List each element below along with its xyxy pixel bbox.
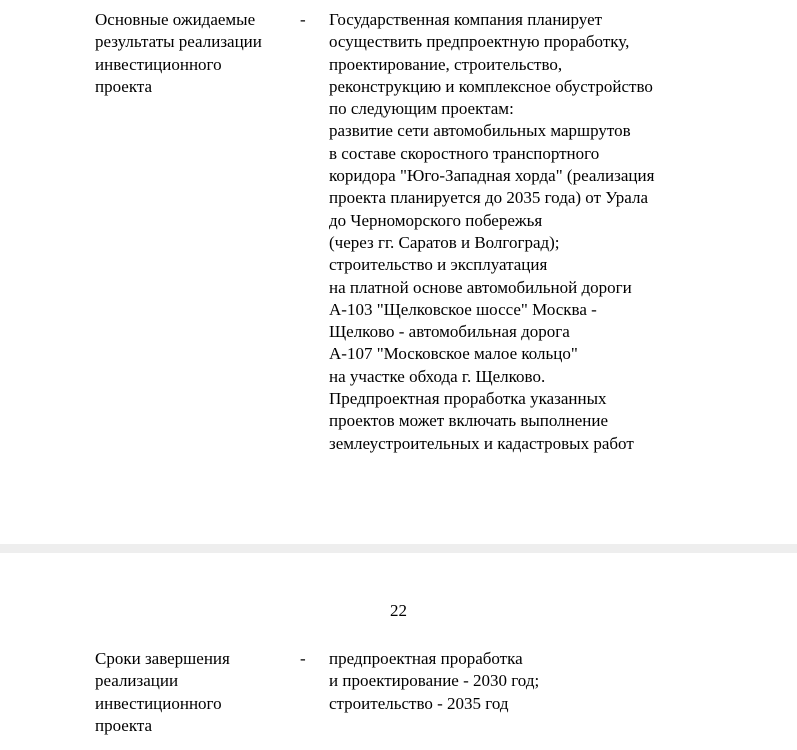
results-value-line: Предпроектная проработка указанных [329,389,607,409]
deadlines-dash: - [300,649,306,668]
results-label [95,9,295,98]
results-value-line: проектов может включать выполнение [329,411,609,431]
results-value-line: А-103 "Щелковское шоссе" Москва - [329,299,597,319]
results-value-line: проектирование, строительство, [329,54,563,74]
results-dash: - [300,10,306,29]
results-value-line: на платной основе автомобильной дороги [329,277,632,297]
results-value-line: А-107 "Московское малое кольцо" [329,344,578,364]
results-value-line: (через гг. Саратов и Волгоград); [329,232,560,252]
results-value-line: землеустроительных и кадастровых работ [329,433,634,453]
deadlines-label-line: инвестиционного [95,693,222,713]
results-label-line: проекта [95,76,153,96]
results-label-line: инвестиционного [95,54,222,74]
deadlines-value [329,648,789,715]
page-number: 22 [390,601,407,620]
deadlines-label [95,648,295,737]
results-value-line: в составе скоростного транспортного [329,143,600,163]
results-value-line: строительство и эксплуатация [329,255,548,275]
results-value-line: до Черноморского побережья [329,210,543,230]
results-value-line: коридора "Юго-Западная хорда" (реализация [329,166,655,186]
results-value-line: проекта планируется до 2035 года) от Урала [329,188,649,208]
results-label-line: Основные ожидаемые [95,10,256,29]
deadlines-value-line: и проектирование - 2030 год; [329,671,540,691]
results-value-line: реконструкцию и комплексное обустройство [329,76,653,96]
deadlines-label-line: проекта [95,715,153,735]
deadlines-value-line: предпроектная проработка [329,649,523,668]
results-value [329,9,789,455]
results-value-line: осуществить предпроектную проработку, [329,32,630,52]
results-value-line: Государственная компания планирует [329,10,603,29]
results-value-line: Щелково - автомобильная дорога [329,322,570,342]
deadlines-label-line: Сроки завершения [95,649,230,668]
results-value-line: по следующим проектам: [329,99,514,119]
page-separator [0,544,797,553]
deadlines-label-line: реализации [95,671,179,691]
results-label-line: результаты реализации [95,32,262,52]
results-value-line: на участке обхода г. Щелково. [329,366,546,386]
deadlines-value-line: строительство - 2035 год [329,693,509,713]
results-value-line: развитие сети автомобильных маршрутов [329,121,631,141]
